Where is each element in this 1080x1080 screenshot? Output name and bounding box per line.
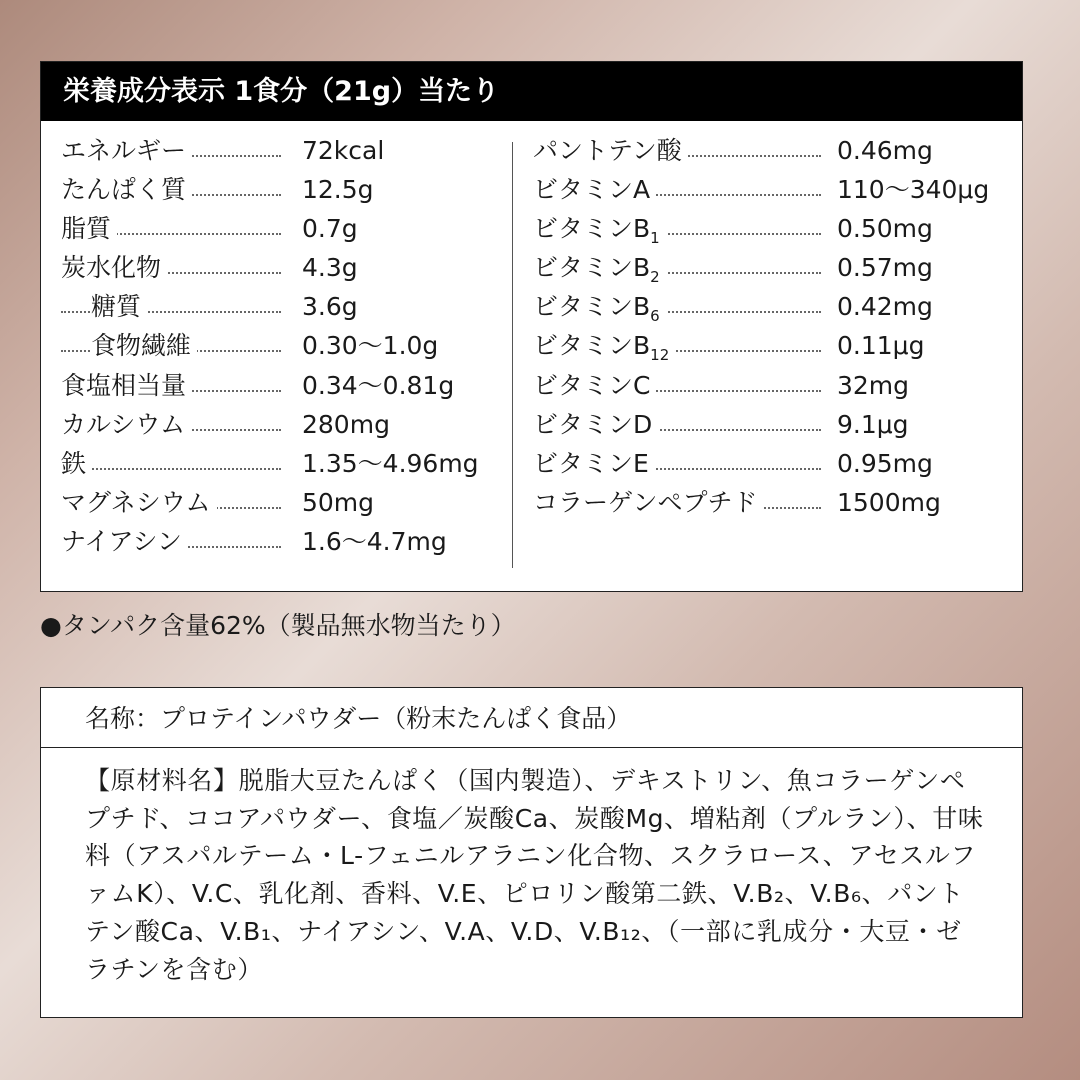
nutrient-name: ビタミンA [533, 172, 656, 208]
nutrient-name: 食塩相当量 [61, 368, 192, 404]
nutrient-value: 9.1μg [837, 407, 915, 443]
product-name: 名称：プロテインパウダー（粉末たんぱく食品） [41, 688, 1022, 748]
nutrient-value: 32mg [837, 368, 915, 404]
nutrient-value: 0.7g [302, 211, 364, 247]
nutrient-name: ビタミン$B_1$ [533, 211, 666, 256]
nutrient-row [61, 407, 521, 446]
nutrient-name: ビタミンC [533, 368, 656, 404]
nutrient-row [61, 368, 521, 407]
nutrient-value: 280mg [302, 407, 396, 443]
nutrient-name: ビタミンE [533, 446, 655, 482]
nutrient-value: 110〜340μg [837, 172, 995, 208]
nutrient-name: ビタミン$B_{12}$ [533, 328, 675, 373]
nutrient-name: たんぱく質 [61, 172, 192, 208]
nutrient-value: 3.6g [302, 289, 364, 325]
nutrient-value: 0.11μg [837, 328, 930, 364]
nutrient-row [533, 485, 1013, 524]
nutrient-value: 4.3g [302, 250, 364, 286]
nutrient-row [533, 211, 1013, 250]
nutrient-name: ビタミンD [533, 407, 658, 443]
nutrient-value: 0.46mg [837, 133, 939, 169]
nutrient-name: マグネシウム [61, 485, 217, 521]
nutrient-row [533, 133, 1013, 172]
protein-content-note: ●タンパク含量62%（製品無水物当たり） [40, 611, 516, 640]
nutrient-name: パントテン酸 [533, 133, 688, 169]
nutrient-subscript: 2 [650, 268, 660, 287]
nutrient-value: 12.5g [302, 172, 380, 208]
nutrient-name: ビタミン$B_2$ [533, 250, 666, 295]
nutrient-row [61, 524, 521, 563]
nutrient-name: 糖質 [91, 289, 147, 325]
nutrient-name: 炭水化物 [61, 250, 167, 286]
nutrient-value: 1.35〜4.96mg [302, 446, 485, 482]
nutrient-name: 食物繊維 [91, 328, 197, 364]
nutrient-row [533, 289, 1013, 328]
nutrient-name: ナイアシン [61, 524, 188, 560]
ingredients-list: 【原材料名】脱脂大豆たんぱく（国内製造）、デキストリン、魚コラーゲンペプチド、ココアパウダー、食塩／炭酸Ca、炭酸Mg、増粘剤（プルラン）、甘味料（アスパルテーム・L-フェニルアラニン化合物、スクラロース、アセスルファムK）、V.C、乳化剤、香料、V.E、ピロリン酸第二鉄、V.B₂、V.B₆、パントテン酸Ca、V.B₁、ナイアシン、V.A、V.D、V.B₁₂、（一部に乳成分・大豆・ゼラチンを含む） [85, 766, 984, 984]
nutrition-left-column [61, 133, 521, 563]
nutrient-row [61, 133, 521, 172]
nutrient-value: 0.50mg [837, 211, 939, 247]
product-info-panel [40, 687, 1023, 1018]
nutrient-subscript: 6 [650, 307, 660, 326]
nutrient-row [61, 289, 521, 328]
nutrient-name: コラーゲンペプチド [533, 485, 764, 521]
nutrient-value: 1500mg [837, 485, 947, 521]
column-divider [512, 142, 513, 568]
nutrient-row [61, 172, 521, 211]
nutrient-row [533, 368, 1013, 407]
nutrient-value: 0.30〜1.0g [302, 328, 444, 364]
nutrient-row [533, 446, 1013, 485]
nutrient-row [61, 485, 521, 524]
nutrient-row [533, 250, 1013, 289]
nutrient-row [61, 446, 521, 485]
nutrient-subscript: 1 [650, 229, 660, 248]
nutrient-value: 0.57mg [837, 250, 939, 286]
nutrient-name: 鉄 [61, 446, 92, 482]
nutrient-value: 0.34〜0.81g [302, 368, 460, 404]
nutrient-row [533, 407, 1013, 446]
nutrient-name: 脂質 [61, 211, 117, 247]
nutrient-value: 0.42mg [837, 289, 939, 325]
nutrient-row [533, 328, 1013, 367]
nutrient-value: 50mg [302, 485, 380, 521]
nutrition-right-column [533, 133, 1013, 524]
nutrient-value: 0.95mg [837, 446, 939, 482]
nutrition-facts-panel [40, 61, 1023, 592]
nutrient-row [61, 211, 521, 250]
nutrient-value: 72kcal [302, 133, 390, 169]
nutrient-name: ビタミン$B_6$ [533, 289, 666, 334]
leader-dots [61, 468, 281, 470]
nutrient-name: カルシウム [61, 407, 191, 443]
nutrition-title: 栄養成分表示 1食分（21g）当たり [41, 62, 1022, 121]
nutrient-value: 1.6〜4.7mg [302, 524, 453, 560]
nutrient-row [61, 250, 521, 289]
nutrient-row [533, 172, 1013, 211]
nutrient-name: エネルギー [61, 133, 192, 169]
nutrient-subscript: 12 [650, 346, 670, 365]
nutrient-row [61, 328, 521, 367]
